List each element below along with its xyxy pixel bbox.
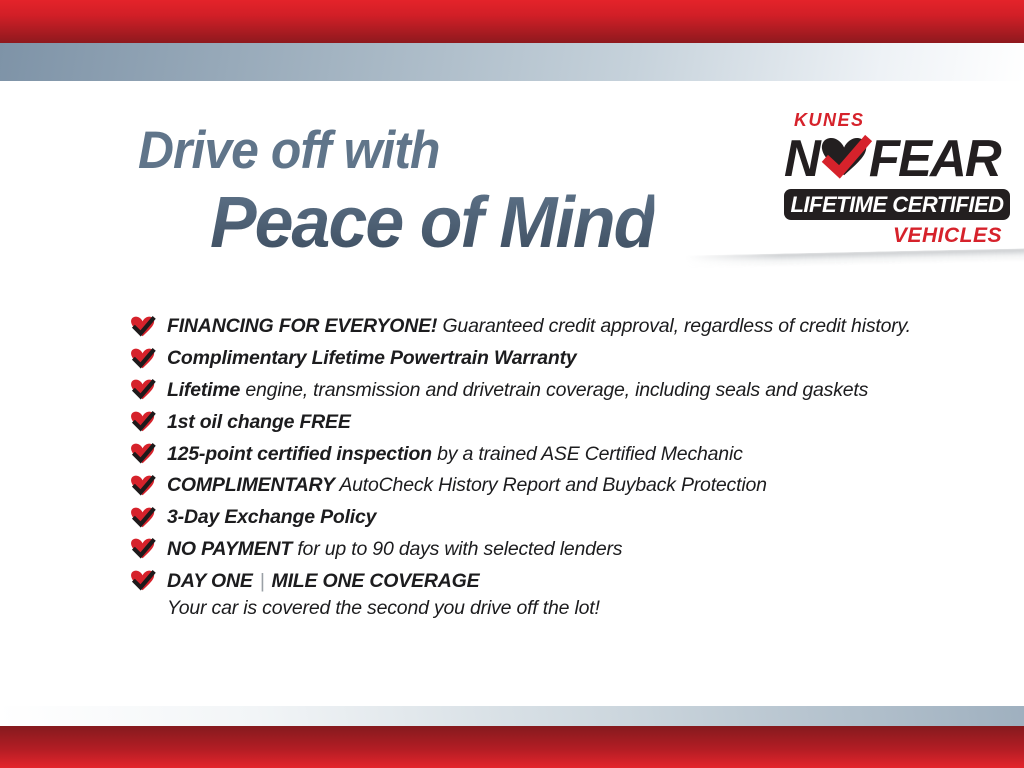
benefit-bold-text: FINANCING FOR EVERYONE!	[167, 315, 438, 338]
benefit-bold-text: COMPLIMENTARY	[167, 474, 335, 497]
benefit-bold-text: 125-point certified inspection	[167, 442, 432, 465]
logo-no-fear-wordmark	[784, 131, 1005, 187]
benefits-list	[129, 311, 959, 619]
headline-line2: Peace of Mind	[210, 183, 655, 263]
bottom-red-band	[0, 726, 1024, 768]
benefit-subtext: Your car is covered the second you drive off the lot!	[167, 597, 600, 620]
logo-vehicles-text: VEHICLES	[892, 224, 1002, 247]
benefit-text	[167, 538, 622, 561]
benefit-text	[167, 347, 577, 370]
logo-word-fear: FEAR	[868, 130, 1000, 188]
benefit-regular-text: for up to 90 days with selected lenders	[292, 537, 623, 560]
benefit-item	[129, 343, 959, 375]
heart-check-icon	[129, 506, 157, 530]
benefit-item	[129, 375, 959, 407]
benefit-item	[129, 311, 959, 343]
heart-check-icon	[129, 410, 157, 434]
benefit-text	[167, 379, 868, 402]
benefit-regular-text: by a trained ASE Certified Mechanic	[431, 442, 743, 465]
benefit-text	[167, 411, 351, 434]
heart-check-icon	[129, 378, 157, 402]
logo-letter-n: N	[784, 130, 819, 188]
benefit-text	[167, 443, 743, 466]
benefit-bold-text: Complimentary Lifetime Powertrain Warranty	[167, 347, 577, 370]
heart-check-icon	[817, 134, 872, 180]
benefit-item	[129, 534, 959, 566]
benefit-bold-text-2: MILE ONE COVERAGE	[271, 569, 480, 592]
benefit-item	[129, 438, 959, 470]
benefit-bold-text: 3-Day Exchange Policy	[167, 506, 377, 529]
bottom-gray-stripe	[0, 706, 1024, 726]
benefit-bold-text: DAY ONE	[167, 569, 253, 592]
benefit-bold-text: 1st oil change FREE	[167, 410, 351, 433]
benefit-item	[129, 502, 959, 534]
top-red-band	[0, 0, 1024, 43]
logo-brand-text: KUNES	[794, 110, 865, 130]
benefit-separator: |	[259, 569, 265, 592]
benefit-text	[167, 315, 911, 338]
benefit-item	[129, 565, 959, 597]
heart-check-icon	[129, 315, 157, 339]
benefit-regular-text: AutoCheck History Report and Buyback Protection	[334, 474, 767, 497]
heart-check-icon	[129, 569, 157, 593]
kunes-no-fear-logo	[784, 110, 1010, 248]
heart-check-icon	[129, 347, 157, 371]
benefit-regular-text: Guaranteed credit approval, regardless of credit history.	[437, 315, 911, 338]
benefit-text	[167, 506, 376, 529]
logo-lifetime-certified-banner: LIFETIME CERTIFIED	[784, 189, 1010, 220]
benefit-text	[167, 570, 479, 593]
benefit-item	[129, 406, 959, 438]
heart-check-icon	[129, 474, 157, 498]
heart-check-icon	[129, 537, 157, 561]
benefit-bold-text: NO PAYMENT	[167, 537, 293, 560]
benefit-regular-text: engine, transmission and drivetrain coverage, including seals and gaskets	[240, 378, 869, 401]
benefit-bold-text: Lifetime	[167, 378, 241, 401]
heart-check-icon	[129, 442, 157, 466]
top-gray-stripe	[0, 43, 1024, 81]
headline-line1: Drive off with	[138, 121, 440, 180]
benefit-text	[167, 474, 767, 497]
benefit-item	[129, 470, 959, 502]
logo-shadow-swoosh	[686, 248, 1024, 268]
